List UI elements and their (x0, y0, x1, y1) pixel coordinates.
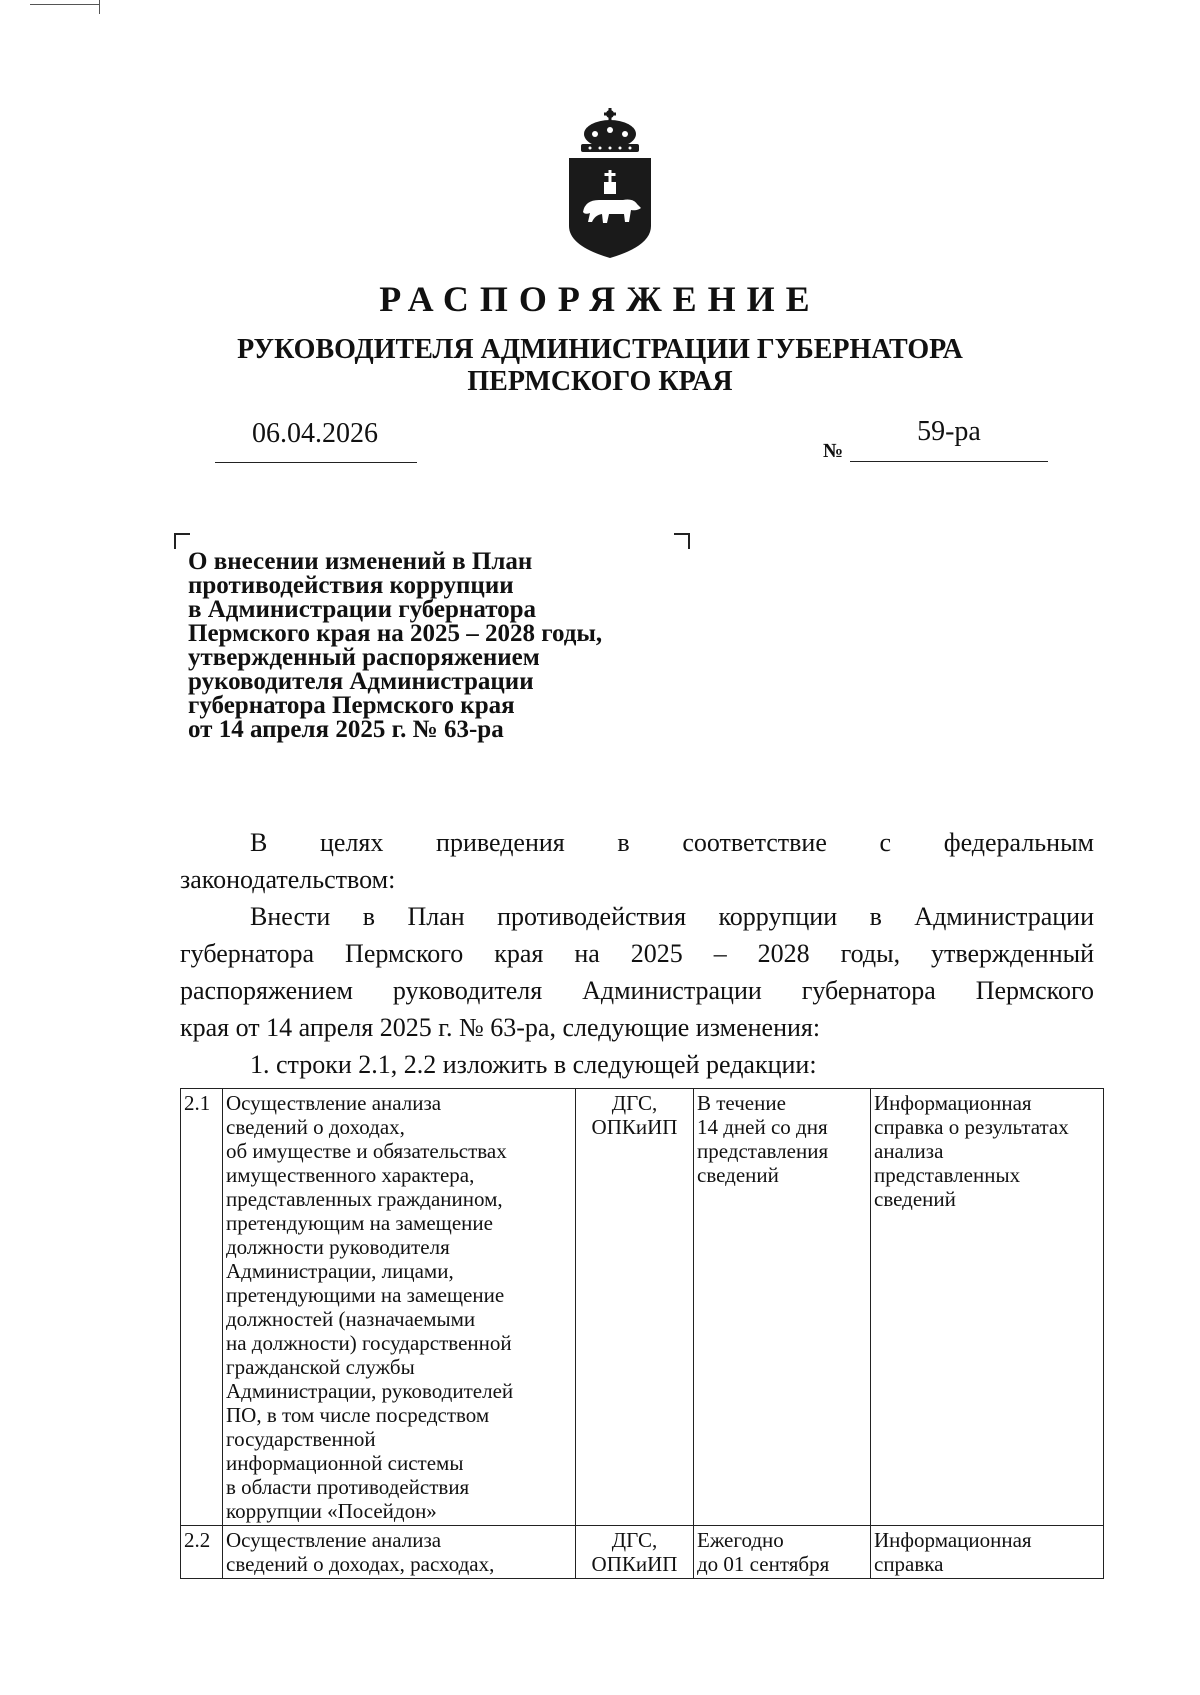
row-number: 2.2 (181, 1526, 223, 1579)
cell-line: представленных (874, 1163, 1021, 1187)
cell-line: Осуществление анализа (226, 1091, 442, 1115)
cell-line: информационной системы (226, 1451, 464, 1475)
result-cell (871, 1089, 1104, 1526)
cell-line: Информационная (874, 1528, 1032, 1552)
body-paragraph-3: 1. строки 2.1, 2.2 изложить в следующей редакции: (250, 1050, 817, 1079)
subject-line: в Администрации губернатора (188, 596, 537, 623)
body-paragraph-2-line: края от 14 апреля 2025 г. № 63-ра, следующие изменения: (180, 1013, 821, 1042)
cell-line: представления (697, 1139, 829, 1163)
cell-line: справка о результатах (874, 1115, 1069, 1139)
cell-line: имущественного характера, (226, 1163, 475, 1187)
cell-line: сведений (874, 1187, 956, 1211)
body-paragraph-2-line: распоряжением руководителя Администрации губернатора Пермского (180, 976, 1094, 1005)
executor-cell (576, 1089, 694, 1526)
subject-line: руководителя Администрации (188, 668, 534, 695)
action-cell (223, 1526, 576, 1579)
cell-line: на должности) государственной (226, 1331, 512, 1355)
cell-line: Администрации, руководителей (226, 1379, 514, 1403)
cell-line: ПО, в том числе посредством (226, 1403, 490, 1427)
cell-line: в области противодействия (226, 1475, 470, 1499)
cell-line: представленных гражданином, (226, 1187, 503, 1211)
cell-line: об имуществе и обязательствах (226, 1139, 507, 1163)
cell-line: ОПКиИП (591, 1115, 678, 1139)
cell-line: Осуществление анализа (226, 1528, 442, 1552)
cell-line: Администрации, лицами, (226, 1259, 454, 1283)
document-type-title: РАСПОРЯЖЕНИЕ (379, 279, 821, 319)
cell-line: претендующими на замещение (226, 1283, 505, 1307)
subject-line: утвержденный распоряжением (188, 644, 540, 671)
cell-line: гражданской службы (226, 1355, 415, 1379)
result-cell (871, 1526, 1104, 1579)
executor-cell (576, 1526, 694, 1579)
subject-bracket-right (674, 533, 690, 549)
subject-line: Пермского края на 2025 – 2028 годы, (188, 620, 603, 647)
table-row (181, 1089, 1104, 1526)
cell-line: сведений о доходах, расходах, (226, 1552, 495, 1576)
cell-line: до 01 сентября (697, 1552, 830, 1576)
cell-line: ДГС, (611, 1091, 658, 1115)
subject-line: губернатора Пермского края (188, 692, 515, 719)
cell-line: сведений о доходах, (226, 1115, 405, 1139)
scan-mark (99, 0, 100, 14)
row-number: 2.1 (181, 1089, 223, 1526)
cell-line: сведений (697, 1163, 779, 1187)
term-cell (694, 1089, 871, 1526)
cell-line: Информационная (874, 1091, 1032, 1115)
scan-mark (30, 4, 100, 5)
subject-line: противодействия коррупции (188, 572, 514, 599)
subject-line: от 14 апреля 2025 г. № 63-ра (188, 716, 504, 743)
subject-line: О внесении изменений в План (188, 548, 533, 575)
action-cell (223, 1089, 576, 1526)
cell-line: анализа (874, 1139, 944, 1163)
body-paragraph-2-line: губернатора Пермского края на 2025 – 2028 годы, утвержденный (180, 939, 1094, 968)
cell-line: В течение (697, 1091, 786, 1115)
table-row (181, 1526, 1104, 1579)
issuer-line-2: ПЕРМСКОГО КРАЯ (467, 366, 733, 397)
cell-line: 14 дней со дня (697, 1115, 828, 1139)
date-underline (215, 462, 417, 463)
cell-line: ДГС, (611, 1528, 658, 1552)
document-number: 59-ра (917, 416, 981, 447)
perm-krai-coat-of-arms-icon (565, 108, 655, 258)
document-subject (188, 550, 688, 742)
cell-line: должности руководителя (226, 1235, 450, 1259)
cell-line: справка (874, 1552, 944, 1576)
cell-line: Ежегодно (697, 1528, 784, 1552)
cell-line: государственной (226, 1427, 376, 1451)
cell-line: ОПКиИП (591, 1552, 678, 1576)
issuer-line-1: РУКОВОДИТЕЛЯ АДМИНИСТРАЦИИ ГУБЕРНАТОРА (237, 334, 963, 365)
document-date: 06.04.2026 (252, 418, 378, 449)
amendment-table (180, 1088, 1104, 1579)
body-paragraph-1-line: законодательством: (180, 865, 396, 894)
cell-line: должностей (назначаемыми (226, 1307, 476, 1331)
cell-line: претендующим на замещение (226, 1211, 493, 1235)
cell-line: коррупции «Посейдон» (226, 1499, 437, 1523)
number-sign: № (823, 440, 844, 462)
subject-bracket-left (174, 533, 190, 549)
body-paragraph-1-line: В целях приведения в соответствие с федеральным (250, 828, 1094, 857)
body-paragraph-2-line: Внести в План противодействия коррупции в Администрации (250, 902, 1094, 931)
number-underline (850, 461, 1048, 462)
term-cell (694, 1526, 871, 1579)
